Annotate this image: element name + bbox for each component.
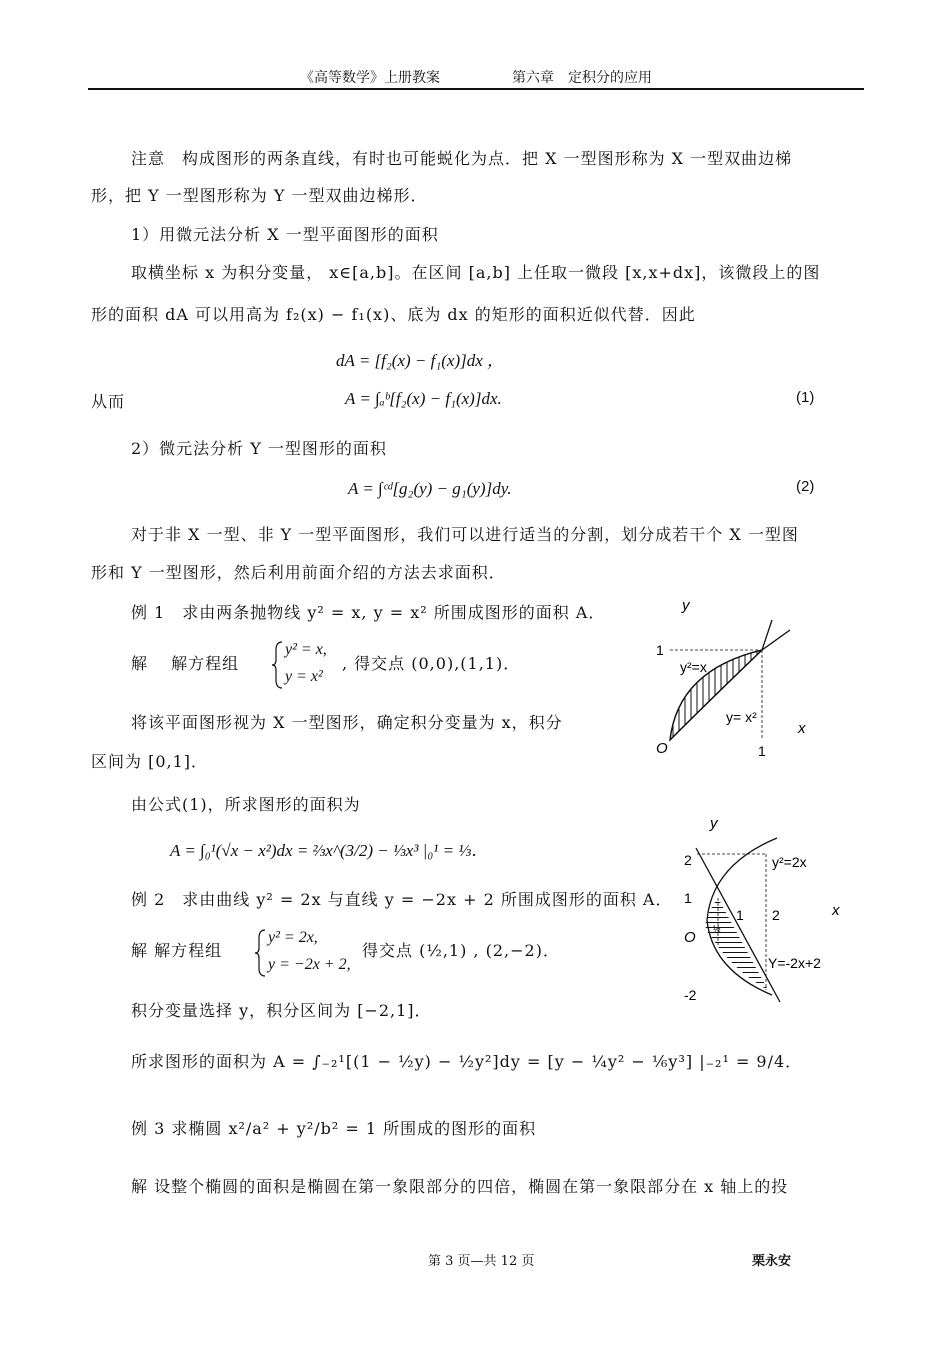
example-1-system-eq1: y² = x,: [285, 641, 327, 658]
example-2-solution-label: 解 解方程组: [131, 941, 223, 960]
note-line-2: 形，把 Y 一型图形称为 Y 一型双曲边梯形．: [91, 186, 428, 205]
example-1-line-2: 区间为 [0,1]．: [91, 752, 209, 771]
figure-2-tick-x2: 2: [772, 907, 780, 923]
figure-1-x-axis-label: x: [798, 720, 806, 737]
non-xy-line-2: 形和 Y 一型图形，然后利用前面介绍的方法去求面积．: [91, 563, 506, 582]
example-2-variable: 积分变量选择 y，积分区间为 [−2,1]．: [131, 1001, 432, 1020]
example-1-solution-label: 解 解方程组: [131, 654, 240, 673]
equation-2: A = ∫ᶜᵈ[g₂(y) − g₁(y)]dy.: [348, 479, 512, 498]
example-2-question: 例 2 求由曲线 y² = 2x 与直线 y = −2x + 2 所围成图形的面积 A．: [131, 890, 673, 909]
figure-1-label-lower: y= x²: [726, 709, 757, 725]
figure-2-origin-label: O: [684, 929, 696, 946]
text-congeer: 从而: [91, 392, 126, 411]
header-chapter-title: 第六章 定积分的应用: [512, 70, 652, 86]
figure-1: [640, 590, 830, 765]
example-1-formula-intro: 由公式(1)，所求图形的面积为: [131, 795, 361, 814]
example-1-intersections: , 得交点 (0,0),(1,1)．: [342, 654, 521, 673]
equation-dA: dA = [f₂(x) − f₁(x)]dx ，: [336, 351, 505, 370]
equation-1: A = ∫ₐᵇ[f₂(x) − f₁(x)]dx.: [345, 389, 502, 408]
example-3-solution: 解 设整个椭圆的面积是椭圆在第一象限部分的四倍，椭圆在第一象限部分在 x 轴上的投: [131, 1177, 789, 1196]
item2-title: 2）微元法分析 Y 一型图形的面积: [131, 439, 387, 458]
item1-line-1: 取横坐标 x 为积分变量， x∈[a,b]。在区间 [a,b] 上任取一微段 [x,x+dx]，该微段上的图: [131, 263, 821, 282]
example-3-question: 例 3 求椭圆 x²/a² + y²/b² = 1 所围成的图形的面积: [131, 1119, 537, 1138]
figure-2-curve-label: y²=2x: [772, 854, 807, 870]
example-1-question: 例 1 求由两条抛物线 y² = x, y = x² 所围成图形的面积 A．: [131, 603, 606, 622]
footer-page-number: 第 3 页—共 12 页: [428, 1254, 535, 1269]
figure-2: [672, 810, 862, 1010]
equation-2-number: (2): [796, 478, 815, 495]
item1-line-2: 形的面积 dA 可以用高为 f₂(x) − f₁(x)、底为 dx 的矩形的面积近似代替．因此: [91, 305, 696, 324]
figure-2-tick-half: ½: [713, 924, 721, 934]
figure-1-y-axis-label: y: [682, 597, 690, 614]
example-2-system-eq1: y² = 2x,: [268, 929, 318, 946]
header-book-title: 《高等数学》上册教案: [300, 70, 440, 86]
example-1-line-1: 将该平面图形视为 X 一型图形，确定积分变量为 x，积分: [131, 713, 563, 732]
figure-2-line-label: Y=-2x+2: [768, 955, 821, 971]
figure-2-tick-y-mid: 1: [684, 890, 692, 906]
figure-2-y-axis-label: y: [710, 815, 718, 832]
item1-title: 1）用微元法分析 X 一型平面图形的面积: [131, 225, 439, 244]
figure-1-label-upper: y²=x: [680, 659, 707, 675]
example-2-intersections: 得交点 (½,1) , (2,−2)．: [362, 941, 560, 960]
example-2-system-brace: [255, 928, 267, 978]
header-rule: [88, 88, 864, 90]
footer-author: 栗永安: [752, 1254, 792, 1269]
figure-2-tick-y-top: 2: [684, 852, 692, 868]
example-1-system-eq2: y = x²: [285, 668, 323, 685]
figure-2-tick-y-bot: -2: [684, 987, 697, 1003]
non-xy-line-1: 对于非 X 一型、非 Y 一型平面图形，我们可以进行适当的分割，划分成若干个 X 一型图: [131, 525, 799, 544]
example-2-result: 所求图形的面积为 A = ∫₋₂¹[(1 − ½y) − ½y²]dy = [y − ¼y² − ⅙y³] |₋₂¹ = 9/4．: [131, 1052, 803, 1071]
figure-1-tick-x: 1: [758, 743, 766, 759]
figure-2-x-axis-label: x: [832, 902, 840, 919]
example-1-system-brace: [272, 640, 284, 690]
equation-1-number: (1): [796, 389, 815, 406]
example-2-system-eq2: y = −2x + 2,: [268, 956, 351, 973]
example-1-result: A = ∫₀¹(√x − x²)dx = ⅔x^(3/2) − ⅓x³ |₀¹ = ⅓．: [170, 841, 489, 860]
figure-1-tick-y: 1: [656, 642, 664, 658]
figure-1-origin-label: O: [656, 740, 668, 757]
figure-2-tick-x1: 1: [736, 907, 744, 923]
note-line-1: 注意 构成图形的两条直线，有时也可能蜕化为点．把 X 一型图形称为 X 一型双曲边梯: [131, 149, 793, 168]
